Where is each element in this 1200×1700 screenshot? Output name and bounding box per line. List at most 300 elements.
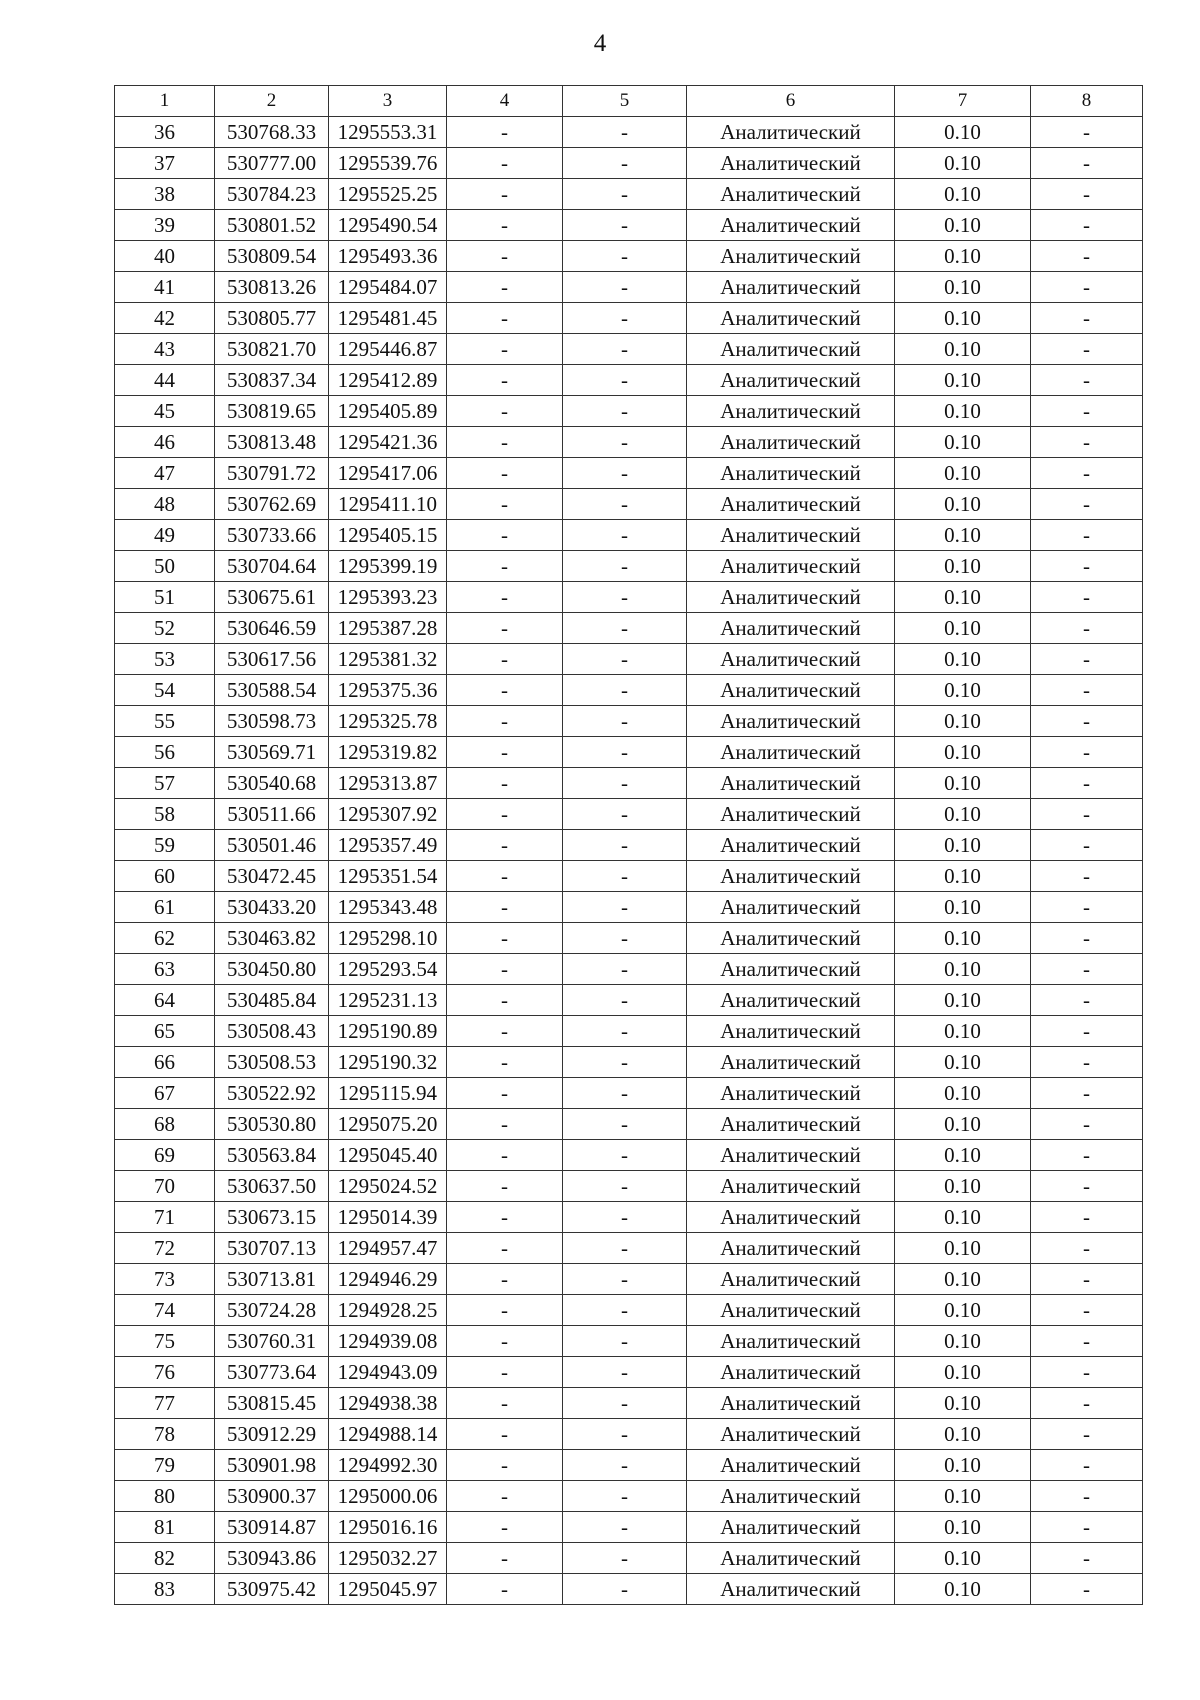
accuracy-cell: 0.10 [895,799,1031,830]
column-4-cell: - [447,489,563,520]
table-row [115,644,1143,675]
column-5-cell: - [563,520,687,551]
y-coordinate-cell: 1295405.89 [329,396,447,427]
accuracy-cell: 0.10 [895,1264,1031,1295]
accuracy-cell: 0.10 [895,613,1031,644]
accuracy-cell: 0.10 [895,1078,1031,1109]
column-5-cell: - [563,1388,687,1419]
point-number-cell: 36 [115,117,215,148]
column-4-cell: - [447,1295,563,1326]
y-coordinate-cell: 1295045.97 [329,1574,447,1605]
x-coordinate-cell: 530821.70 [215,334,329,365]
table-row [115,117,1143,148]
method-cell: Аналитический [687,489,895,520]
column-4-cell: - [447,551,563,582]
method-cell: Аналитический [687,737,895,768]
table-row [115,1109,1143,1140]
method-cell: Аналитический [687,241,895,272]
method-cell: Аналитический [687,1264,895,1295]
x-coordinate-cell: 530837.34 [215,365,329,396]
x-coordinate-cell: 530943.86 [215,1543,329,1574]
x-coordinate-cell: 530815.45 [215,1388,329,1419]
column-4-cell: - [447,582,563,613]
accuracy-cell: 0.10 [895,303,1031,334]
column-5-cell: - [563,706,687,737]
y-coordinate-cell: 1295411.10 [329,489,447,520]
accuracy-cell: 0.10 [895,1512,1031,1543]
column-8-cell: - [1031,1140,1143,1171]
y-coordinate-cell: 1295325.78 [329,706,447,737]
column-8-cell: - [1031,117,1143,148]
accuracy-cell: 0.10 [895,1233,1031,1264]
column-4-cell: - [447,1388,563,1419]
method-cell: Аналитический [687,985,895,1016]
table-header [115,86,1143,117]
y-coordinate-cell: 1295493.36 [329,241,447,272]
column-8-cell: - [1031,458,1143,489]
column-5-cell: - [563,210,687,241]
y-coordinate-cell: 1295307.92 [329,799,447,830]
x-coordinate-cell: 530569.71 [215,737,329,768]
method-cell: Аналитический [687,1171,895,1202]
column-5-cell: - [563,830,687,861]
accuracy-cell: 0.10 [895,830,1031,861]
method-cell: Аналитический [687,396,895,427]
point-number-cell: 65 [115,1016,215,1047]
method-cell: Аналитический [687,1357,895,1388]
column-5-cell: - [563,954,687,985]
column-5-cell: - [563,148,687,179]
column-4-cell: - [447,985,563,1016]
y-coordinate-cell: 1295293.54 [329,954,447,985]
method-cell: Аналитический [687,768,895,799]
accuracy-cell: 0.10 [895,334,1031,365]
column-5-cell: - [563,1574,687,1605]
accuracy-cell: 0.10 [895,768,1031,799]
column-8-cell: - [1031,1047,1143,1078]
table-row [115,396,1143,427]
y-coordinate-cell: 1295375.36 [329,675,447,706]
column-8-cell: - [1031,954,1143,985]
point-number-cell: 56 [115,737,215,768]
column-8-cell: - [1031,427,1143,458]
y-coordinate-cell: 1295553.31 [329,117,447,148]
method-cell: Аналитический [687,303,895,334]
column-8-cell: - [1031,179,1143,210]
y-coordinate-cell: 1295190.32 [329,1047,447,1078]
column-8-cell: - [1031,148,1143,179]
y-coordinate-cell: 1295387.28 [329,613,447,644]
y-coordinate-cell: 1295343.48 [329,892,447,923]
column-4-cell: - [447,520,563,551]
column-5-cell: - [563,644,687,675]
point-number-cell: 69 [115,1140,215,1171]
column-4-cell: - [447,644,563,675]
x-coordinate-cell: 530485.84 [215,985,329,1016]
column-8-cell: - [1031,272,1143,303]
x-coordinate-cell: 530813.48 [215,427,329,458]
column-8-cell: - [1031,613,1143,644]
method-cell: Аналитический [687,365,895,396]
method-cell: Аналитический [687,1233,895,1264]
column-4-cell: - [447,1047,563,1078]
column-4-cell: - [447,148,563,179]
point-number-cell: 47 [115,458,215,489]
table-row [115,613,1143,644]
column-8-cell: - [1031,1264,1143,1295]
y-coordinate-cell: 1295446.87 [329,334,447,365]
column-8-cell: - [1031,1512,1143,1543]
y-coordinate-cell: 1295190.89 [329,1016,447,1047]
column-8-cell: - [1031,1326,1143,1357]
table-row [115,489,1143,520]
table-row [115,1481,1143,1512]
table-row [115,520,1143,551]
method-cell: Аналитический [687,117,895,148]
table-row [115,1450,1143,1481]
column-header-2: 2 [215,86,329,117]
point-number-cell: 82 [115,1543,215,1574]
column-4-cell: - [447,427,563,458]
y-coordinate-cell: 1295032.27 [329,1543,447,1574]
x-coordinate-cell: 530511.66 [215,799,329,830]
accuracy-cell: 0.10 [895,1202,1031,1233]
column-8-cell: - [1031,892,1143,923]
column-8-cell: - [1031,737,1143,768]
point-number-cell: 63 [115,954,215,985]
point-number-cell: 48 [115,489,215,520]
column-5-cell: - [563,1202,687,1233]
accuracy-cell: 0.10 [895,458,1031,489]
table-row [115,861,1143,892]
point-number-cell: 83 [115,1574,215,1605]
method-cell: Аналитический [687,892,895,923]
method-cell: Аналитический [687,520,895,551]
column-8-cell: - [1031,1574,1143,1605]
column-8-cell: - [1031,1233,1143,1264]
column-5-cell: - [563,1078,687,1109]
method-cell: Аналитический [687,799,895,830]
column-8-cell: - [1031,241,1143,272]
column-4-cell: - [447,241,563,272]
table-row [115,1264,1143,1295]
table-row [115,954,1143,985]
table-row [115,582,1143,613]
x-coordinate-cell: 530508.43 [215,1016,329,1047]
point-number-cell: 52 [115,613,215,644]
x-coordinate-cell: 530646.59 [215,613,329,644]
method-cell: Аналитический [687,954,895,985]
column-5-cell: - [563,1233,687,1264]
table-row [115,1512,1143,1543]
accuracy-cell: 0.10 [895,706,1031,737]
column-5-cell: - [563,303,687,334]
column-5-cell: - [563,551,687,582]
accuracy-cell: 0.10 [895,1543,1031,1574]
y-coordinate-cell: 1294928.25 [329,1295,447,1326]
column-5-cell: - [563,334,687,365]
y-coordinate-cell: 1294957.47 [329,1233,447,1264]
table-row [115,768,1143,799]
point-number-cell: 55 [115,706,215,737]
column-8-cell: - [1031,582,1143,613]
column-5-cell: - [563,1481,687,1512]
x-coordinate-cell: 530472.45 [215,861,329,892]
column-4-cell: - [447,1202,563,1233]
accuracy-cell: 0.10 [895,582,1031,613]
method-cell: Аналитический [687,1295,895,1326]
y-coordinate-cell: 1295319.82 [329,737,447,768]
column-5-cell: - [563,582,687,613]
column-8-cell: - [1031,1357,1143,1388]
column-8-cell: - [1031,1202,1143,1233]
method-cell: Аналитический [687,272,895,303]
y-coordinate-cell: 1294943.09 [329,1357,447,1388]
column-8-cell: - [1031,210,1143,241]
column-5-cell: - [563,489,687,520]
x-coordinate-cell: 530724.28 [215,1295,329,1326]
method-cell: Аналитический [687,861,895,892]
y-coordinate-cell: 1295231.13 [329,985,447,1016]
x-coordinate-cell: 530675.61 [215,582,329,613]
table-row [115,334,1143,365]
accuracy-cell: 0.10 [895,985,1031,1016]
column-8-cell: - [1031,644,1143,675]
column-5-cell: - [563,1543,687,1574]
x-coordinate-cell: 530617.56 [215,644,329,675]
column-4-cell: - [447,458,563,489]
method-cell: Аналитический [687,427,895,458]
column-5-cell: - [563,892,687,923]
column-4-cell: - [447,1481,563,1512]
table-row [115,1233,1143,1264]
column-4-cell: - [447,1140,563,1171]
column-5-cell: - [563,179,687,210]
column-4-cell: - [447,303,563,334]
y-coordinate-cell: 1295412.89 [329,365,447,396]
column-5-cell: - [563,117,687,148]
y-coordinate-cell: 1294938.38 [329,1388,447,1419]
table-row [115,551,1143,582]
column-8-cell: - [1031,303,1143,334]
accuracy-cell: 0.10 [895,861,1031,892]
column-4-cell: - [447,1109,563,1140]
accuracy-cell: 0.10 [895,1109,1031,1140]
x-coordinate-cell: 530530.80 [215,1109,329,1140]
table-row [115,985,1143,1016]
x-coordinate-cell: 530762.69 [215,489,329,520]
x-coordinate-cell: 530900.37 [215,1481,329,1512]
point-number-cell: 42 [115,303,215,334]
column-4-cell: - [447,1078,563,1109]
accuracy-cell: 0.10 [895,1016,1031,1047]
column-header-6: 6 [687,86,895,117]
column-5-cell: - [563,1016,687,1047]
column-4-cell: - [447,861,563,892]
coordinates-table [114,85,1143,1605]
accuracy-cell: 0.10 [895,520,1031,551]
point-number-cell: 50 [115,551,215,582]
column-8-cell: - [1031,985,1143,1016]
column-5-cell: - [563,675,687,706]
column-5-cell: - [563,1140,687,1171]
x-coordinate-cell: 530914.87 [215,1512,329,1543]
x-coordinate-cell: 530707.13 [215,1233,329,1264]
method-cell: Аналитический [687,1512,895,1543]
column-5-cell: - [563,396,687,427]
column-8-cell: - [1031,520,1143,551]
accuracy-cell: 0.10 [895,365,1031,396]
column-4-cell: - [447,1233,563,1264]
accuracy-cell: 0.10 [895,1295,1031,1326]
x-coordinate-cell: 530791.72 [215,458,329,489]
column-8-cell: - [1031,1388,1143,1419]
y-coordinate-cell: 1295393.23 [329,582,447,613]
y-coordinate-cell: 1295399.19 [329,551,447,582]
method-cell: Аналитический [687,148,895,179]
point-number-cell: 40 [115,241,215,272]
column-5-cell: - [563,1295,687,1326]
table-row [115,241,1143,272]
method-cell: Аналитический [687,1450,895,1481]
method-cell: Аналитический [687,830,895,861]
accuracy-cell: 0.10 [895,892,1031,923]
table-row [115,210,1143,241]
point-number-cell: 81 [115,1512,215,1543]
accuracy-cell: 0.10 [895,117,1031,148]
column-5-cell: - [563,799,687,830]
accuracy-cell: 0.10 [895,1574,1031,1605]
point-number-cell: 66 [115,1047,215,1078]
method-cell: Аналитический [687,1140,895,1171]
column-4-cell: - [447,830,563,861]
column-8-cell: - [1031,1295,1143,1326]
x-coordinate-cell: 530588.54 [215,675,329,706]
method-cell: Аналитический [687,582,895,613]
table-row [115,675,1143,706]
accuracy-cell: 0.10 [895,1450,1031,1481]
accuracy-cell: 0.10 [895,489,1031,520]
accuracy-cell: 0.10 [895,737,1031,768]
accuracy-cell: 0.10 [895,272,1031,303]
point-number-cell: 46 [115,427,215,458]
y-coordinate-cell: 1295313.87 [329,768,447,799]
accuracy-cell: 0.10 [895,241,1031,272]
point-number-cell: 73 [115,1264,215,1295]
column-8-cell: - [1031,1419,1143,1450]
point-number-cell: 67 [115,1078,215,1109]
column-4-cell: - [447,334,563,365]
accuracy-cell: 0.10 [895,396,1031,427]
accuracy-cell: 0.10 [895,148,1031,179]
column-8-cell: - [1031,1078,1143,1109]
point-number-cell: 76 [115,1357,215,1388]
page-number: 4 [593,30,607,57]
table-row [115,179,1143,210]
point-number-cell: 74 [115,1295,215,1326]
x-coordinate-cell: 530704.64 [215,551,329,582]
x-coordinate-cell: 530912.29 [215,1419,329,1450]
table-row [115,1295,1143,1326]
accuracy-cell: 0.10 [895,954,1031,985]
point-number-cell: 77 [115,1388,215,1419]
y-coordinate-cell: 1295115.94 [329,1078,447,1109]
x-coordinate-cell: 530768.33 [215,117,329,148]
table-row [115,1388,1143,1419]
accuracy-cell: 0.10 [895,210,1031,241]
point-number-cell: 38 [115,179,215,210]
accuracy-cell: 0.10 [895,923,1031,954]
column-4-cell: - [447,272,563,303]
method-cell: Аналитический [687,923,895,954]
x-coordinate-cell: 530522.92 [215,1078,329,1109]
x-coordinate-cell: 530801.52 [215,210,329,241]
column-4-cell: - [447,1512,563,1543]
accuracy-cell: 0.10 [895,644,1031,675]
y-coordinate-cell: 1295381.32 [329,644,447,675]
y-coordinate-cell: 1295016.16 [329,1512,447,1543]
y-coordinate-cell: 1295075.20 [329,1109,447,1140]
column-4-cell: - [447,892,563,923]
y-coordinate-cell: 1295298.10 [329,923,447,954]
column-5-cell: - [563,1109,687,1140]
x-coordinate-cell: 530501.46 [215,830,329,861]
point-number-cell: 44 [115,365,215,396]
column-5-cell: - [563,365,687,396]
column-4-cell: - [447,1171,563,1202]
table-row [115,1357,1143,1388]
column-5-cell: - [563,1264,687,1295]
accuracy-cell: 0.10 [895,179,1031,210]
method-cell: Аналитический [687,1481,895,1512]
point-number-cell: 45 [115,396,215,427]
column-4-cell: - [447,1357,563,1388]
column-8-cell: - [1031,396,1143,427]
column-5-cell: - [563,737,687,768]
y-coordinate-cell: 1295045.40 [329,1140,447,1171]
method-cell: Аналитический [687,1574,895,1605]
accuracy-cell: 0.10 [895,675,1031,706]
column-4-cell: - [447,923,563,954]
column-header-7: 7 [895,86,1031,117]
column-5-cell: - [563,613,687,644]
x-coordinate-cell: 530563.84 [215,1140,329,1171]
accuracy-cell: 0.10 [895,427,1031,458]
x-coordinate-cell: 530809.54 [215,241,329,272]
column-5-cell: - [563,272,687,303]
x-coordinate-cell: 530975.42 [215,1574,329,1605]
column-4-cell: - [447,117,563,148]
column-8-cell: - [1031,365,1143,396]
column-8-cell: - [1031,334,1143,365]
point-number-cell: 70 [115,1171,215,1202]
method-cell: Аналитический [687,613,895,644]
method-cell: Аналитический [687,1202,895,1233]
column-5-cell: - [563,1419,687,1450]
x-coordinate-cell: 530450.80 [215,954,329,985]
method-cell: Аналитический [687,1078,895,1109]
column-5-cell: - [563,1326,687,1357]
column-5-cell: - [563,985,687,1016]
y-coordinate-cell: 1295014.39 [329,1202,447,1233]
method-cell: Аналитический [687,458,895,489]
column-8-cell: - [1031,830,1143,861]
accuracy-cell: 0.10 [895,1419,1031,1450]
column-8-cell: - [1031,923,1143,954]
column-5-cell: - [563,861,687,892]
x-coordinate-cell: 530433.20 [215,892,329,923]
column-4-cell: - [447,768,563,799]
